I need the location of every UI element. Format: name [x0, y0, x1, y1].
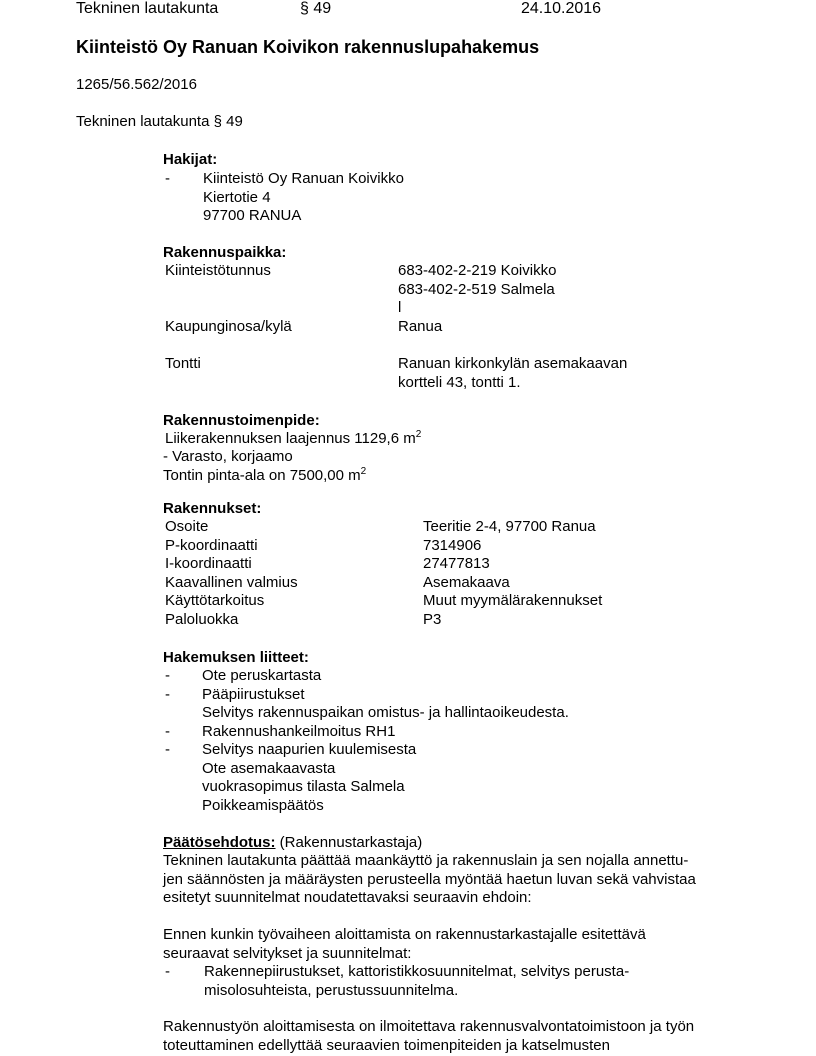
building-label: Paloluokka [165, 610, 239, 628]
building-label: P-koordinaatti [165, 536, 258, 554]
measure-line-1 [165, 430, 421, 449]
measure-heading: Rakennustoimenpide: [163, 412, 320, 429]
applicants-address [203, 170, 404, 226]
applicants-bullet: - [165, 170, 170, 187]
proposal-p2-line: seuraavat selvitykset ja suunnitelmat: [163, 944, 412, 962]
attachment-item: Rakennushankeilmoitus RH1 [202, 722, 396, 740]
page-title: Kiinteistö Oy Ranuan Koivikon rakennuslupahakemus [76, 37, 540, 57]
building-value: 7314906 [423, 536, 482, 554]
attachment-item: Pääpiirustukset [202, 685, 305, 703]
attachment-item: Ote peruskartasta [202, 667, 322, 684]
building-label: Käyttötarkoitus [165, 592, 265, 609]
measure-line-1-sup: 2 [415, 429, 422, 440]
site-label-plot: Tontti [165, 355, 201, 372]
proposal-p1-line: jen säännösten ja määräysten perusteella myöntää haetun luvan sekä vahvistaa [163, 870, 696, 888]
building-value: Teeritie 2-4, 97700 Ranua [423, 518, 596, 535]
attachments-bullets [165, 667, 170, 760]
site-value-village: Ranua [398, 318, 443, 335]
site-value-line: kortteli 43, tontti 1. [398, 373, 521, 391]
measure-line-1-text: Liikerakennuksen laajennus 1129,6 m [165, 430, 416, 447]
proposal-heading-line [163, 834, 422, 853]
board-line: Tekninen lautakunta § 49 [76, 113, 243, 130]
attachment-bullet: - [165, 667, 170, 684]
building-label: I-koordinaatti [165, 555, 252, 572]
applicant-line: Kiertotie 4 [203, 188, 271, 206]
attachments-list [202, 667, 569, 815]
measure-line-3-sup: 2 [360, 466, 367, 477]
site-value-line: l [398, 299, 402, 316]
buildings-heading: Rakennukset: [163, 500, 262, 517]
site-value-line: Ranuan kirkonkylän asemakaavan [398, 355, 628, 372]
proposal-p2-line: Ennen kunkin työvaiheen aloittamista on rakennustarkastajalle esitettävä [163, 926, 646, 943]
buildings-labels [165, 518, 298, 629]
applicant-line: 97700 RANUA [203, 207, 302, 224]
building-value: Muut myymälärakennukset [423, 592, 603, 609]
site-label-village: Kaupunginosa/kylä [165, 318, 292, 335]
proposal-author: (Rakennustarkastaja) [275, 834, 423, 851]
attachment-item: vuokrasopimus tilasta Salmela [202, 778, 405, 795]
attachment-item: Ote asemakaavasta [202, 759, 336, 777]
applicant-line: Kiinteistö Oy Ranuan Koivikko [203, 170, 404, 187]
attachment-item: Poikkeamispäätös [202, 796, 324, 814]
proposal-paragraph-2 [163, 926, 646, 963]
building-value: Asemakaava [423, 573, 510, 591]
building-value: P3 [423, 610, 442, 628]
building-value: 27477813 [423, 555, 490, 572]
site-value-property [398, 262, 556, 318]
measure-line-2: - Varasto, korjaamo [163, 448, 293, 465]
site-value-line: 683-402-2-519 Salmela [398, 280, 555, 298]
site-value-line: 683-402-2-219 Koivikko [398, 262, 557, 279]
proposal-paragraph-1 [163, 852, 696, 908]
proposal-heading: Päätösehdotus: [163, 834, 276, 851]
measure-line-3 [163, 467, 366, 486]
header-section: § 49 [300, 0, 332, 17]
attachment-item: Selvitys naapurien kuulemisesta [202, 741, 417, 758]
applicants-heading: Hakijat: [163, 151, 218, 168]
attachment-bullet: - [165, 741, 170, 758]
site-value-plot [398, 355, 627, 392]
proposal-p3-line: Rakennustyön aloittamisesta on ilmoitettava rakennusvalvontatoimistoon ja työn [163, 1018, 695, 1035]
site-label-property: Kiinteistötunnus [165, 262, 271, 279]
proposal-p2-item-line: misolosuhteista, perustussuunnitelma. [204, 981, 459, 999]
buildings-values [423, 518, 602, 629]
proposal-p2-item [204, 963, 629, 1000]
attachment-bullet: - [165, 685, 170, 703]
measure-line-3-text: Tontin pinta-ala on 7500,00 m [163, 467, 361, 484]
attachments-heading: Hakemuksen liitteet: [163, 649, 309, 666]
proposal-p2-bullet: - [165, 963, 170, 980]
reference-number: 1265/56.562/2016 [76, 76, 197, 93]
building-label: Kaavallinen valmius [165, 573, 298, 591]
header-date: 24.10.2016 [521, 0, 602, 17]
attachment-bullet [165, 704, 170, 723]
attachment-item: Selvitys rakennuspaikan omistus- ja hallintaoikeudesta. [202, 704, 569, 721]
proposal-paragraph-3 [163, 1018, 694, 1055]
proposal-p1-line: Tekninen lautakunta päättää maankäyttö ja rakennuslain ja sen nojalla annettu- [163, 852, 689, 869]
proposal-p2-item-line: Rakennepiirustukset, kattoristikkosuunnitelmat, selvitys perusta- [204, 963, 630, 980]
header-board: Tekninen lautakunta [76, 0, 219, 17]
proposal-p1-line: esitetyt suunnitelmat noudatettavaksi seuraavin ehdoin: [163, 889, 532, 906]
site-heading: Rakennuspaikka: [163, 244, 287, 261]
attachment-bullet: - [165, 722, 170, 740]
proposal-p3-line: toteuttaminen edellyttää seuraavien toimenpiteiden ja katselmusten [163, 1036, 610, 1054]
building-label: Osoite [165, 518, 209, 535]
